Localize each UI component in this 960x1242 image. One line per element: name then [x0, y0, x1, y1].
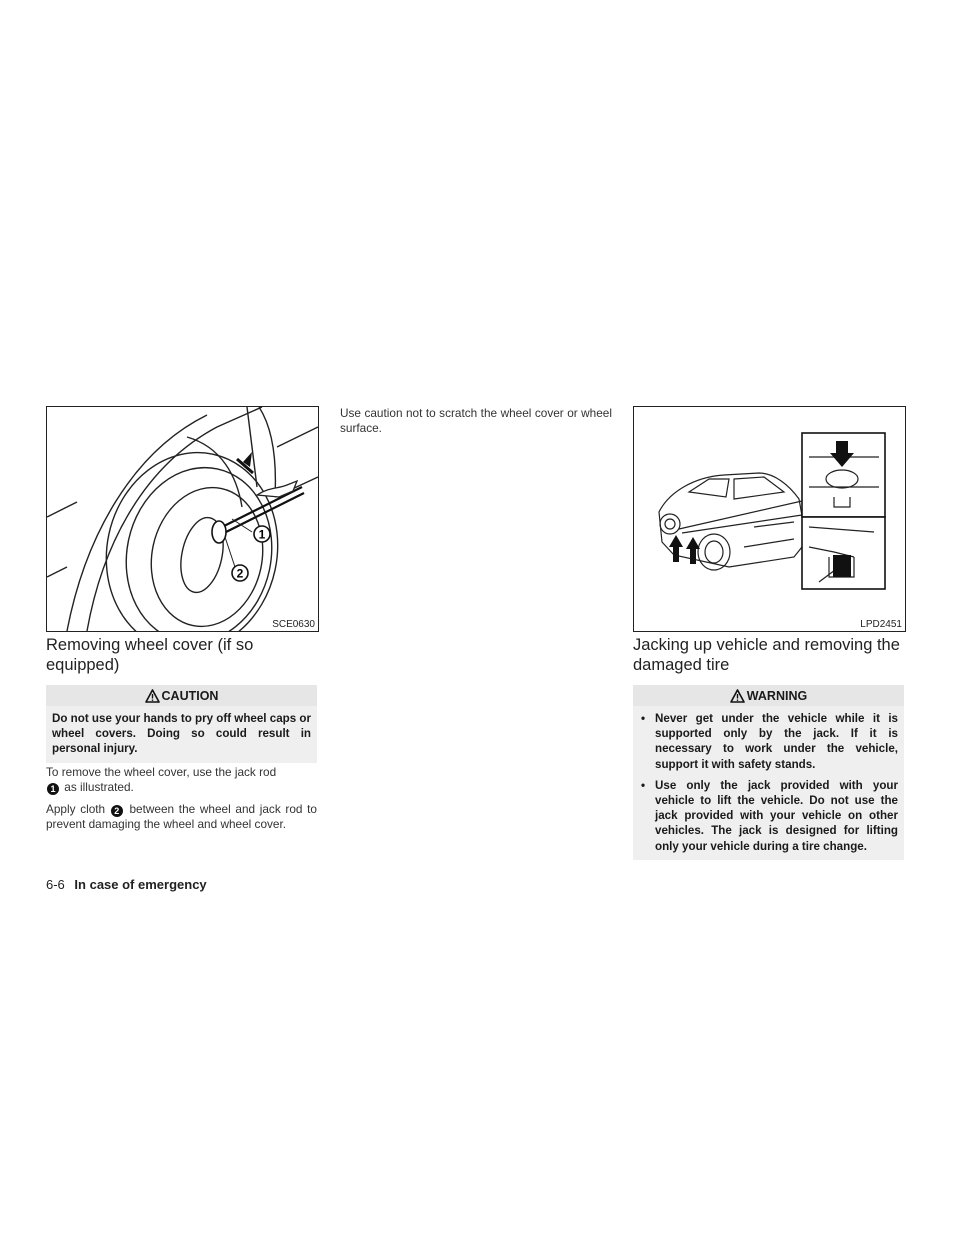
wheel-cover-drawing — [47, 407, 318, 631]
figure-code: LPD2451 — [860, 619, 902, 630]
list-item: • Never get under the vehicle while it is supported only by the jack. If it is necessary to work under the vehicle, support it with safety stands. — [641, 712, 898, 771]
caution-text: Do not use your hands to pry off wheel caps or wheel covers. Doing so could result in personal injury. — [46, 706, 317, 763]
callout-1-label: 1 — [258, 527, 266, 542]
jacking-point-illustration — [633, 406, 906, 632]
section-heading-jacking: Jacking up vehicle and removing the damaged tire — [633, 636, 900, 674]
warning-box — [633, 685, 904, 860]
warning-list — [633, 706, 904, 860]
chapter-title: In case of emergency — [74, 877, 207, 892]
page-footer — [46, 877, 207, 892]
caution-label: CAUTION — [161, 688, 219, 703]
list-item: • Use only the jack provided with your vehicle to lift the vehicle. Do not use the jack provided with your vehicle on other vehicles. The jack is designed for lifting only your vehicle during a tire change. — [641, 778, 898, 853]
warning-triangle-icon — [145, 689, 160, 703]
caution-header — [46, 685, 317, 706]
section-heading-wheel-cover: Removing wheel cover (if so equipped) — [46, 636, 254, 674]
caution-box — [46, 685, 317, 763]
wheel-cover-illustration — [46, 406, 319, 632]
jacking-point-drawing — [634, 407, 905, 631]
warning-header — [633, 685, 904, 706]
warning-label: WARNING — [746, 688, 808, 703]
wheel-cover-instructions — [46, 765, 317, 839]
figure-code: SCE0630 — [272, 619, 315, 630]
cloth-paragraph: Apply cloth 2 between the wheel and jack rod to prevent damaging the wheel and wheel cover. — [46, 801, 317, 832]
callout-2-inline: 2 — [111, 805, 123, 817]
scratch-caution-paragraph: Use caution not to scratch the wheel cover or wheel surface. — [340, 406, 612, 436]
callout-1-inline: 1 — [47, 783, 59, 795]
warning-triangle-icon — [730, 689, 745, 703]
callout-2-label: 2 — [236, 566, 244, 581]
page-number: 6-6 — [46, 877, 65, 892]
jack-rod-paragraph: To remove the wheel cover, use the jack rod 1 as illustrated. — [46, 765, 277, 795]
